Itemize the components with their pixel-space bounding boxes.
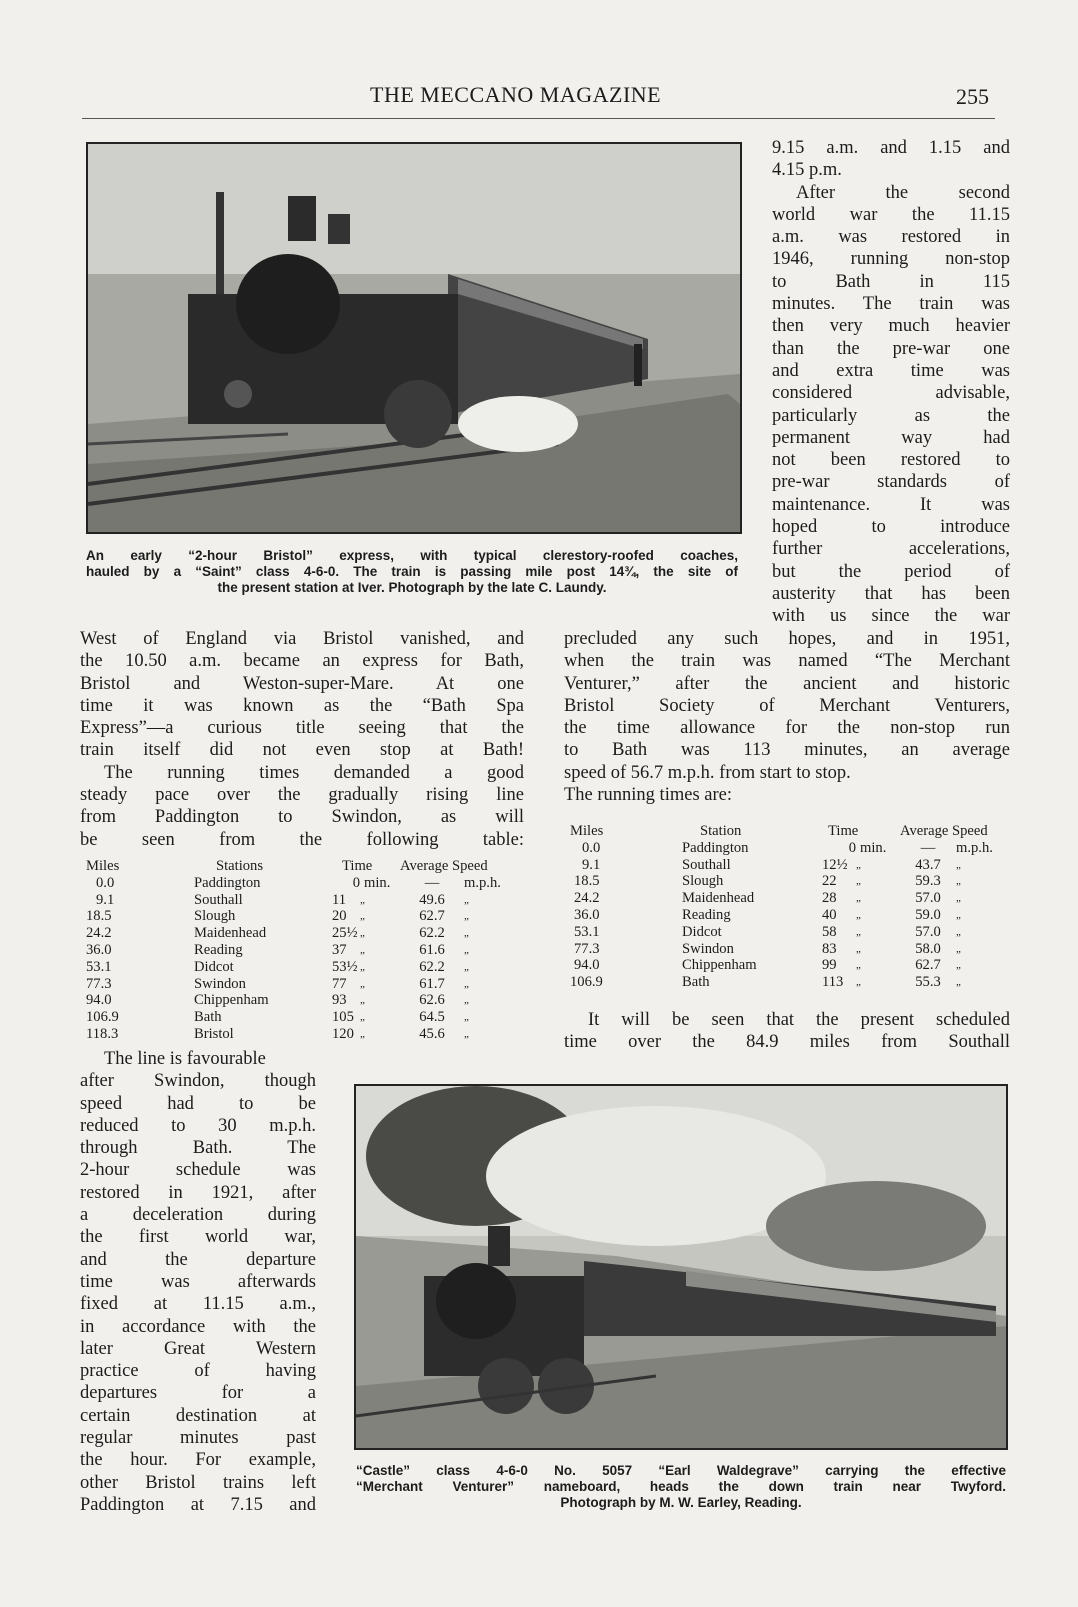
station-cell: Bath	[194, 1009, 222, 1026]
speed-cell: 49.6	[419, 891, 445, 908]
text-line: later Great Western	[80, 1338, 316, 1359]
station-cell: Swindon	[682, 940, 734, 957]
ditto-mark: „	[956, 925, 961, 938]
station-cell: Didcot	[194, 958, 234, 975]
text-line: other Bristol trains left	[80, 1472, 316, 1493]
table-row	[86, 959, 526, 976]
speed-cell: —	[424, 874, 440, 891]
bottom-photo-caption	[356, 1463, 1006, 1511]
text-line: West of England via Bristol vanished, and	[80, 629, 524, 649]
text-line: hoped to introduce	[772, 517, 1010, 538]
miles-cell: 53.1	[86, 958, 112, 975]
ditto-mark: „	[464, 943, 469, 956]
ditto-mark: „	[360, 910, 365, 923]
ditto-mark: „	[360, 994, 365, 1007]
text-line: restored in 1921, after	[80, 1182, 316, 1203]
station-cell: Maidenhead	[682, 890, 755, 907]
time-cell: 77	[332, 975, 347, 992]
station-cell: Didcot	[682, 923, 722, 940]
time-cell: 58	[822, 923, 837, 940]
miles-cell: 18.5	[86, 908, 112, 925]
text-line: train itself did not even stop at Bath!	[80, 740, 524, 761]
column-header: Station	[700, 823, 742, 839]
column-header: Time	[342, 858, 373, 874]
time-cell: 28	[822, 890, 837, 907]
table-row	[86, 976, 526, 993]
time-cell: 105	[332, 1009, 354, 1026]
text-line: regular minutes past	[80, 1428, 316, 1449]
header-rule	[82, 118, 995, 119]
station-cell: Chippenham	[194, 992, 269, 1009]
column-header: Average Speed	[900, 823, 988, 839]
time-unit-cell: min.	[860, 839, 887, 856]
miles-cell: 9.1	[582, 856, 601, 873]
time-cell: 25½	[332, 925, 358, 942]
time-cell: 11	[332, 891, 347, 908]
text-line: minutes. The train was	[772, 294, 1010, 315]
ditto-mark: „	[956, 875, 961, 888]
text-line: time was afterwards	[80, 1271, 316, 1292]
table-header-row	[570, 823, 1010, 840]
miles-cell: 106.9	[86, 1009, 119, 1026]
left-column-middle-text	[80, 628, 524, 851]
station-cell: Bath	[682, 974, 710, 991]
text-line: world war the 11.15	[772, 204, 1010, 225]
station-cell: Southall	[194, 891, 243, 908]
ditto-mark: „	[360, 893, 365, 906]
ditto-mark: „	[360, 960, 365, 973]
text-line: and the departure	[80, 1249, 316, 1270]
ditto-mark: „	[956, 976, 961, 989]
ditto-mark: „	[856, 942, 861, 955]
miles-cell: 77.3	[574, 940, 600, 957]
text-line: from Paddington to Swindon, as will	[80, 807, 524, 828]
time-cell: 53½	[332, 958, 358, 975]
text-line: in accordance with the	[80, 1316, 316, 1337]
speed-cell: 62.7	[915, 957, 941, 974]
time-cell: 37	[332, 941, 347, 958]
station-cell: Maidenhead	[194, 925, 267, 942]
text-line: time it was known as the “Bath Spa	[80, 695, 524, 716]
text-line: a.m. was restored in	[772, 227, 1010, 248]
ditto-mark: „	[956, 892, 961, 905]
right-column-after-table-text	[564, 1009, 1010, 1054]
speed-cell: 43.7	[915, 856, 941, 873]
ditto-mark: „	[856, 976, 861, 989]
ditto-mark: „	[464, 1027, 469, 1040]
text-line: the first world war,	[80, 1227, 316, 1248]
bottom-caption-line-3: Photograph by M. W. Earley, Reading.	[560, 1495, 802, 1510]
speed-unit-cell: m.p.h.	[956, 839, 993, 856]
time-cell: 93	[332, 992, 347, 1009]
ditto-mark: „	[856, 925, 861, 938]
bottom-caption-line-2: “Merchant Venturer” nameboard, heads the down train near Twyford.	[356, 1479, 1006, 1494]
speed-cell: 59.0	[915, 906, 941, 923]
time-cell: 0	[352, 874, 360, 891]
text-line: time over the 84.9 miles from Southall	[564, 1032, 1010, 1053]
station-cell: Reading	[194, 941, 243, 958]
top-caption-line-1: An early “2-hour Bristol” express, with typical clerestory-roofed coaches,	[86, 548, 738, 563]
column-header: Miles	[570, 823, 604, 839]
speed-cell: 59.3	[915, 873, 941, 890]
column-header: Stations	[216, 858, 264, 874]
speed-cell: 58.0	[915, 940, 941, 957]
text-line: pre-war standards of	[772, 472, 1010, 493]
text-line: to Bath was 113 minutes, an average	[564, 740, 1010, 761]
speed-cell: 61.7	[419, 975, 445, 992]
time-unit-cell: min.	[364, 874, 391, 891]
text-line: Venturer,” after the ancient and historic	[564, 673, 1010, 694]
text-line: after Swindon, though	[80, 1071, 316, 1092]
table-row	[86, 992, 526, 1009]
speed-cell: —	[920, 839, 936, 856]
station-cell: Bristol	[194, 1025, 234, 1042]
text-line: The running times are:	[564, 785, 732, 806]
ditto-mark: „	[956, 908, 961, 921]
table-row	[86, 875, 526, 892]
time-cell: 20	[332, 908, 347, 925]
station-cell: Southall	[682, 856, 731, 873]
table-row	[570, 840, 1010, 857]
text-line: practice of having	[80, 1361, 316, 1382]
table-row	[86, 908, 526, 925]
table-row	[570, 857, 1010, 874]
text-line: certain destination at	[80, 1405, 316, 1426]
ditto-mark: „	[856, 858, 861, 871]
speed-cell: 61.6	[419, 941, 445, 958]
miles-cell: 77.3	[86, 975, 112, 992]
text-line: Express”—a curious title seeing that the	[80, 718, 524, 739]
miles-cell: 24.2	[86, 925, 112, 942]
table-row	[570, 873, 1010, 890]
bottom-caption-line-1: “Castle” class 4-6-0 No. 5057 “Earl Waldegrave” carrying the effective	[356, 1463, 1006, 1478]
text-line: fixed at 11.15 a.m.,	[80, 1294, 316, 1315]
ditto-mark: „	[360, 977, 365, 990]
ditto-mark: „	[956, 858, 961, 871]
text-line: particularly as the	[772, 405, 1010, 426]
table-row	[86, 925, 526, 942]
text-line: speed had to be	[80, 1093, 316, 1114]
ditto-mark: „	[956, 942, 961, 955]
station-cell: Slough	[194, 908, 236, 925]
time-cell: 120	[332, 1025, 354, 1042]
text-line: Bristol and Weston-super-Mare. At one	[80, 673, 524, 694]
miles-cell: 94.0	[86, 992, 112, 1009]
table-row	[570, 890, 1010, 907]
text-line: considered advisable,	[772, 383, 1010, 404]
page-number: 255	[956, 84, 989, 109]
speed-cell: 64.5	[419, 1009, 445, 1026]
ditto-mark: „	[856, 875, 861, 888]
station-cell: Reading	[682, 906, 731, 923]
text-line: a deceleration during	[80, 1205, 316, 1226]
text-line: The line is favourable	[104, 1049, 266, 1069]
speed-cell: 62.2	[419, 925, 445, 942]
miles-cell: 18.5	[574, 873, 600, 890]
table-row	[570, 941, 1010, 958]
text-line: Bristol Society of Merchant Venturers,	[564, 695, 1010, 716]
ditto-mark: „	[464, 893, 469, 906]
table-row	[86, 1009, 526, 1026]
ditto-mark: „	[464, 910, 469, 923]
top-caption-line-3: the present station at Iver. Photograph by the late C. Laundy.	[217, 580, 607, 595]
text-line: 1946, running non-stop	[772, 249, 1010, 270]
ditto-mark: „	[464, 1011, 469, 1024]
text-line: the 10.50 a.m. became an express for Bath,	[80, 651, 524, 672]
station-cell: Swindon	[194, 975, 246, 992]
table-row	[570, 924, 1010, 941]
speed-unit-cell: m.p.h.	[464, 874, 501, 891]
text-line: not been restored to	[772, 450, 1010, 471]
miles-cell: 36.0	[86, 941, 112, 958]
running-times-table-right	[570, 823, 1010, 991]
column-header: Average Speed	[400, 858, 488, 874]
text-line: reduced to 30 m.p.h.	[80, 1115, 316, 1136]
time-cell: 12½	[822, 856, 848, 873]
text-line: and extra time was	[772, 360, 1010, 381]
ditto-mark: „	[360, 1027, 365, 1040]
right-column-top-text	[772, 137, 1010, 628]
ditto-mark: „	[856, 892, 861, 905]
station-cell: Chippenham	[682, 957, 757, 974]
table-header-row	[86, 858, 526, 875]
ditto-mark: „	[360, 1011, 365, 1024]
speed-cell: 45.6	[419, 1025, 445, 1042]
speed-cell: 62.6	[419, 992, 445, 1009]
time-cell: 22	[822, 873, 837, 890]
text-line: through Bath. The	[80, 1138, 316, 1159]
text-line: 4.15 p.m.	[772, 160, 842, 181]
table-row	[570, 957, 1010, 974]
text-line: but the period of	[772, 561, 1010, 582]
ditto-mark: „	[956, 959, 961, 972]
table-row	[86, 892, 526, 909]
time-cell: 83	[822, 940, 837, 957]
text-line: 9.15 a.m. and 1.15 and	[772, 138, 1010, 158]
miles-cell: 0.0	[96, 874, 115, 891]
miles-cell: 36.0	[574, 906, 600, 923]
text-line: 2-hour schedule was	[80, 1160, 316, 1181]
text-line: permanent way had	[772, 427, 1010, 448]
text-line: steady pace over the gradually rising line	[80, 785, 524, 806]
text-line: than the pre-war one	[772, 338, 1010, 359]
text-line: departures for a	[80, 1383, 316, 1404]
table-row	[86, 1026, 526, 1043]
time-cell: 113	[822, 974, 844, 991]
miles-cell: 118.3	[86, 1025, 119, 1042]
table-row	[570, 907, 1010, 924]
table-row	[570, 974, 1010, 991]
miles-cell: 53.1	[574, 923, 600, 940]
ditto-mark: „	[464, 960, 469, 973]
miles-cell: 94.0	[574, 957, 600, 974]
right-column-middle-text	[564, 628, 1010, 806]
photo-castle-class-merchant-venturer	[354, 1084, 1008, 1450]
ditto-mark: „	[856, 959, 861, 972]
photo-saint-class-express	[86, 142, 742, 534]
miles-cell: 106.9	[570, 974, 603, 991]
column-header: Time	[828, 823, 859, 839]
station-cell: Slough	[682, 873, 724, 890]
ditto-mark: „	[856, 908, 861, 921]
text-line: maintenance. It was	[772, 494, 1010, 515]
running-times-table-left	[86, 858, 526, 1043]
text-line: Paddington at 7.15 and	[80, 1494, 316, 1515]
ditto-mark: „	[464, 927, 469, 940]
station-cell: Paddington	[194, 874, 261, 891]
ditto-mark: „	[360, 927, 365, 940]
speed-cell: 57.0	[915, 923, 941, 940]
text-line: speed of 56.7 m.p.h. from start to stop.	[564, 762, 851, 783]
miles-cell: 9.1	[96, 891, 115, 908]
ditto-mark: „	[464, 977, 469, 990]
table-row	[86, 942, 526, 959]
text-line: It will be seen that the present scheduled	[588, 1010, 1010, 1030]
left-column-bottom-text	[80, 1048, 316, 1516]
time-cell: 99	[822, 957, 837, 974]
station-cell: Paddington	[682, 839, 749, 856]
magazine-title: THE MECCANO MAGAZINE	[370, 82, 662, 107]
speed-cell: 62.2	[419, 958, 445, 975]
ditto-mark: „	[360, 943, 365, 956]
speed-cell: 62.7	[419, 908, 445, 925]
time-cell: 0	[848, 839, 856, 856]
top-photo-caption	[86, 548, 738, 596]
miles-cell: 24.2	[574, 890, 600, 907]
top-caption-line-2: hauled by a “Saint” class 4-6-0. The train is passing mile post 14¾, the site of	[86, 564, 738, 579]
text-line: the hour. For example,	[80, 1450, 316, 1471]
text-line: precluded any such hopes, and in 1951,	[564, 629, 1010, 649]
speed-cell: 55.3	[915, 974, 941, 991]
text-line: austerity that has been	[772, 583, 1010, 604]
time-cell: 40	[822, 906, 837, 923]
text-line: when the train was named “The Merchant	[564, 651, 1010, 672]
text-line: then very much heavier	[772, 316, 1010, 337]
miles-cell: 0.0	[582, 839, 601, 856]
text-line: be seen from the following table:	[80, 829, 524, 850]
text-line: to Bath in 115	[772, 271, 1010, 292]
column-header: Miles	[86, 858, 120, 874]
text-line: The running times demanded a good	[104, 762, 524, 783]
text-line: with us since the war	[772, 606, 1010, 627]
text-line: After the second	[796, 182, 1010, 203]
text-line: the time allowance for the non-stop run	[564, 718, 1010, 739]
text-line: further accelerations,	[772, 539, 1010, 560]
speed-cell: 57.0	[915, 890, 941, 907]
ditto-mark: „	[464, 994, 469, 1007]
